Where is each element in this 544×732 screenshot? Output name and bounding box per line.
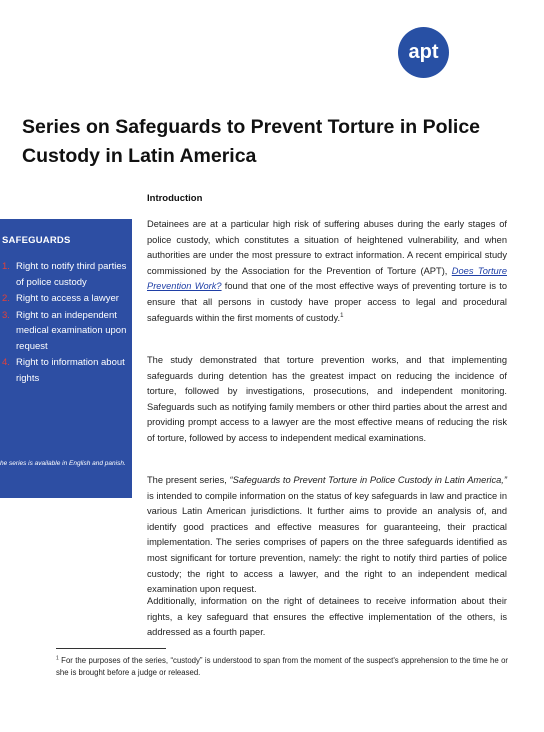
study-link[interactable]: Does Torture Prevention Work? xyxy=(147,265,507,292)
paragraph-2: The study demonstrated that torture prevention works, and that implementing safeguards during detention has the greatest impact on reducing the incidence of torture, followed by investigations, prosecutions, and independent monitoring. Safeguards such as notifying family members or other third parties about the arrest and providing prompt access to a lawyer are the most effective means of reducing the risk of torture, followed by access to independent medical examinations. xyxy=(147,355,507,443)
safeguard-item xyxy=(0,291,130,307)
sidebar-note: he series is available in English and panish. xyxy=(0,460,126,467)
page-title: Series on Safeguards to Prevent Torture in Police Custody in Latin America xyxy=(22,116,481,167)
safeguard-label: Right to information about rights xyxy=(16,357,125,384)
footnote-number: 1 xyxy=(56,655,59,662)
paragraph-1 xyxy=(147,217,507,326)
paragraph-3 xyxy=(147,473,507,598)
safeguard-label: Right to access a lawyer xyxy=(16,293,119,304)
footnote xyxy=(56,655,508,679)
paragraph-text: is intended to compile information on the status of key safeguards in law and practice in various Latin American jurisdictions. It further aims to provide an analysis of, and identify good practices and effective measures for guaranteeing, their practical implementation. The series comprises of papers on the three safeguards identified as most significant for torture prevention, namely: the right to notify third parties of police custody; the right to access a lawyer, and the right to an independent medical examination upon request. xyxy=(147,490,507,595)
apt-logo: apt xyxy=(398,27,449,78)
sidebar-heading: SAFEGUARDS xyxy=(2,235,71,246)
safeguard-item xyxy=(0,259,130,290)
footnote-ref[interactable]: 1 xyxy=(340,312,344,319)
safeguard-label: Right to an independent medical examination upon request xyxy=(16,309,127,352)
paragraph-text: Detainees are at a particular high risk of suffering abuses during the early stages of police custody, which constitutes a situation of heightened vulnerability, and when authorities are under the most pressure to extract information. A recent empirical study commissioned by the Association for the Prevention of Torture (APT), xyxy=(147,219,507,276)
safeguard-item xyxy=(0,308,130,355)
safeguard-number: 2. xyxy=(2,293,10,304)
paragraph-text: The present series, xyxy=(147,475,230,485)
footnote-text: For the purposes of the series, “custody” is understood to span from the moment of the suspect's apprehension to the time he or she is brought before a judge or released. xyxy=(56,656,508,677)
safeguard-label: Right to notify third parties of police custody xyxy=(16,261,127,288)
paragraph-text: found that one of the most effective ways of preventing torture is to ensure that all persons in custody have proper access to legal and procedural safeguards within the first moments of custody. xyxy=(147,281,508,323)
safeguards-list xyxy=(0,259,130,387)
introduction-heading: Introduction xyxy=(147,193,203,204)
series-title: “Safeguards to Prevent Torture in Police Custody in Latin America,” xyxy=(229,475,507,485)
paragraph-4: Additionally, information on the right of detainees to receive information about their rights, a key safeguard that ensures the effective implementation of the others, is addressed as a fourth paper. xyxy=(147,596,507,638)
safeguard-number: 3. xyxy=(2,309,10,321)
footnote-divider xyxy=(56,648,166,649)
safeguard-number: 4. xyxy=(2,357,10,368)
safeguards-sidebar xyxy=(0,219,132,498)
safeguard-item xyxy=(0,355,130,386)
safeguard-number: 1. xyxy=(2,261,10,272)
